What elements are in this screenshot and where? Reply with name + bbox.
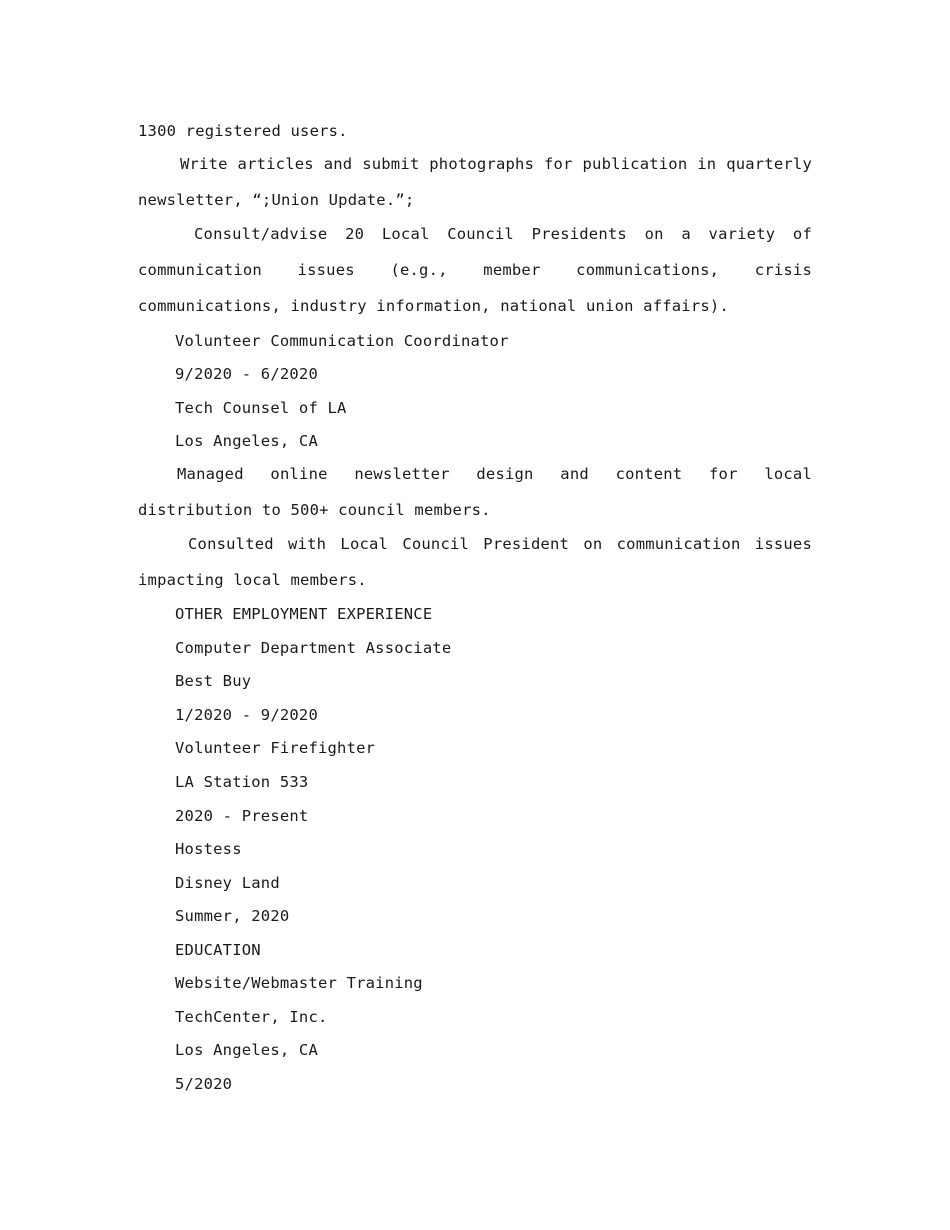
job-title: Computer Department Associate (175, 639, 452, 657)
job-location: Los Angeles, CA (175, 432, 318, 450)
job-dates: Summer, 2020 (175, 907, 290, 925)
job-dates: 1/2020 - 9/2020 (175, 706, 318, 724)
education-program: Website/Webmaster Training (175, 974, 423, 992)
job-employer: Disney Land (175, 874, 280, 892)
job-title: Volunteer Firefighter (175, 739, 376, 757)
job-employer: Best Buy (175, 672, 252, 690)
consulted-paragraph: Consulted with Local Council President on communication issues impacting local members. (138, 535, 812, 589)
managed-paragraph: Managed online newsletter design and content for local distribution to 500+ council members. (138, 465, 812, 519)
job-dates: 2020 - Present (175, 807, 309, 825)
job-employer: Tech Counsel of LA (175, 399, 347, 417)
users-tail-text: 1300 registered users. (138, 122, 348, 140)
section-heading-education: EDUCATION (175, 941, 261, 959)
newsletter-paragraph: Write articles and submit photographs for publication in quarterly newsletter, “;Union Update.”; (138, 155, 812, 209)
job-dates: 9/2020 - 6/2020 (175, 365, 318, 383)
consult-paragraph: Consult/advise 20 Local Council Presidents on a variety of communication issues (e.g., member communications, crisis communications, industry information, national union affairs). (138, 225, 812, 315)
job-title: Volunteer Communication Coordinator (175, 332, 509, 350)
education-school: TechCenter, Inc. (175, 1008, 328, 1026)
section-heading-other-employment: OTHER EMPLOYMENT EXPERIENCE (175, 605, 433, 623)
education-location: Los Angeles, CA (175, 1041, 318, 1059)
job-title: Hostess (175, 840, 242, 858)
job-employer: LA Station 533 (175, 773, 309, 791)
education-date: 5/2020 (175, 1075, 233, 1093)
